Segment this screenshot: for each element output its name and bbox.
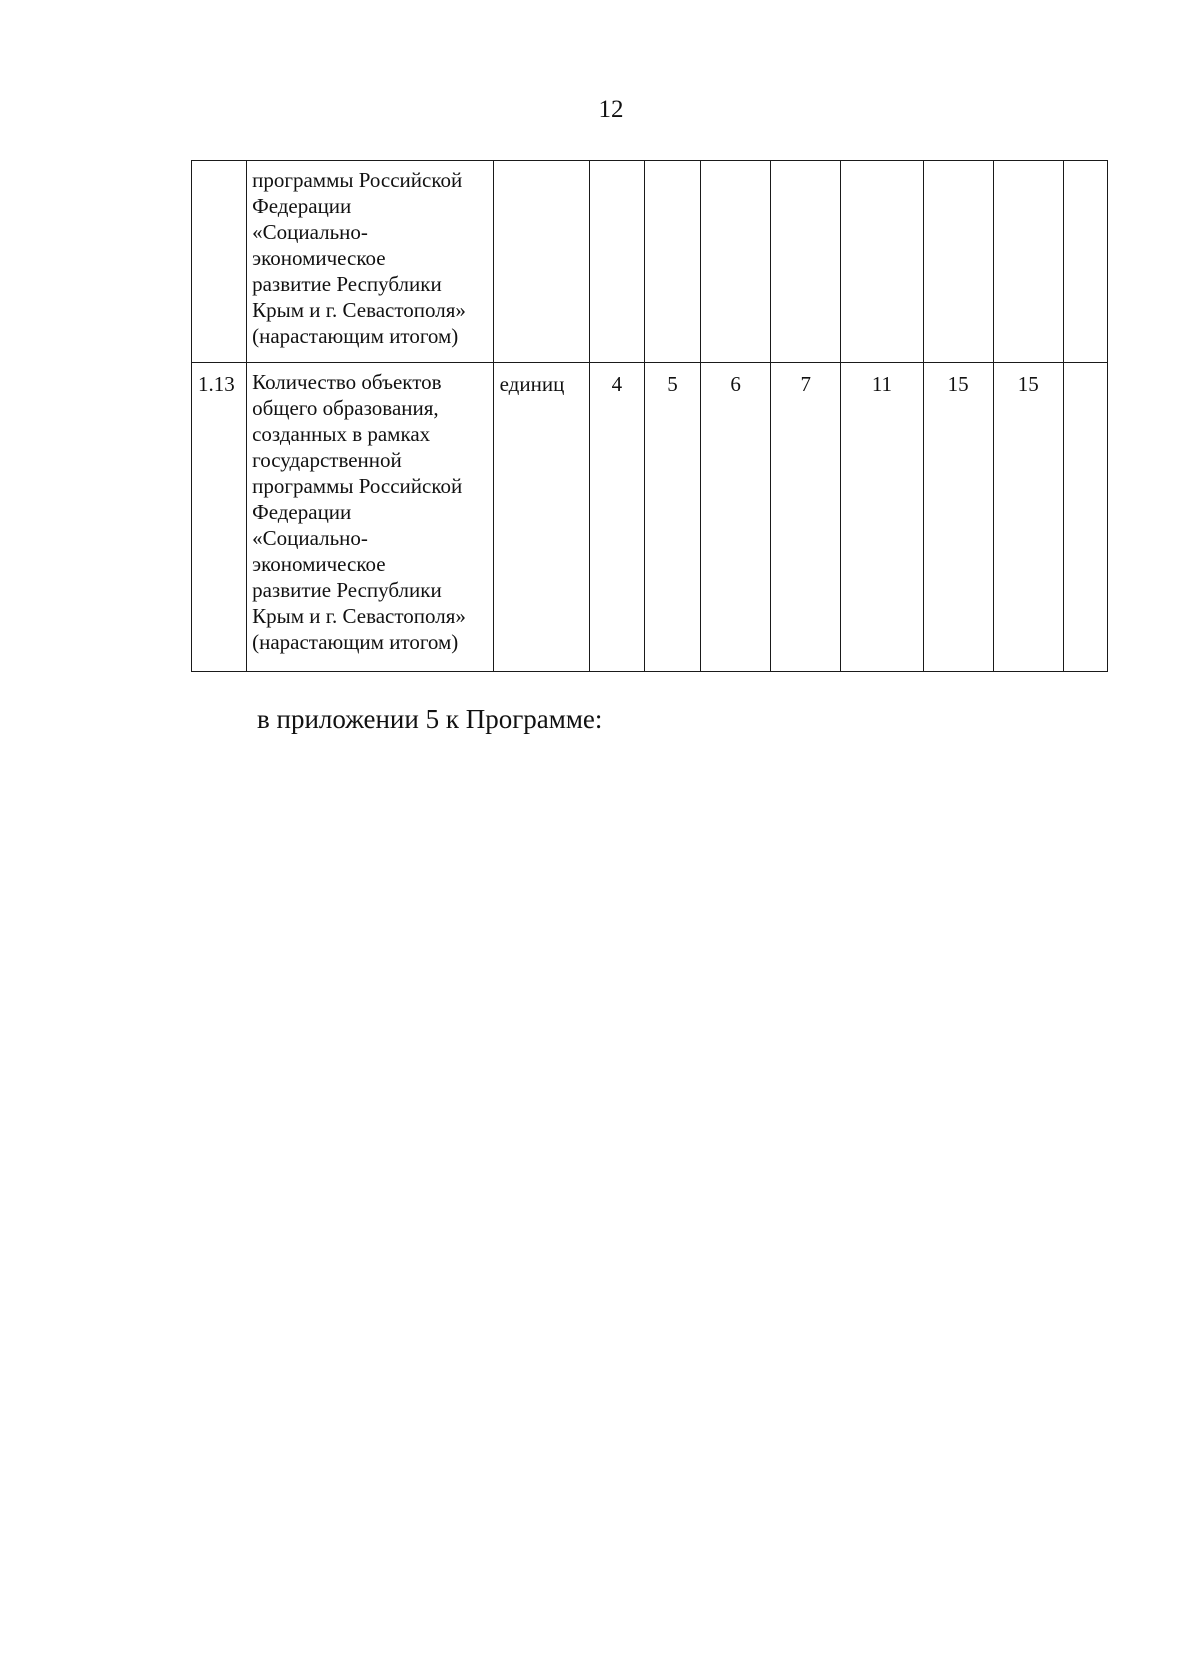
value — [994, 161, 1063, 169]
value-cell — [644, 161, 700, 363]
value-cell — [589, 363, 644, 672]
value-cell — [701, 161, 771, 363]
row-number-cell — [192, 161, 247, 363]
unit — [494, 161, 589, 169]
value: 4 — [611, 372, 623, 396]
row-number — [192, 161, 246, 169]
value-cell — [841, 363, 923, 672]
unit: единиц — [499, 372, 565, 396]
indicator-name: Количество объектов общего образования, созданных в рамках государственной программы Российской Федерации «Социально- экономическое развитие Республики Крым и г. Севастополя» (нарастающим итогом) — [252, 370, 466, 654]
unit-cell — [493, 363, 589, 672]
value-cell — [701, 363, 771, 672]
value-cell — [644, 363, 700, 672]
value: 7 — [800, 372, 812, 396]
value: 5 — [667, 372, 678, 396]
value-cell — [923, 161, 993, 363]
value-cell — [771, 161, 841, 363]
value-cell — [923, 363, 993, 672]
value-cell — [993, 161, 1063, 363]
table-row — [192, 161, 1108, 363]
value: 6 — [730, 372, 741, 396]
indicators-table — [191, 160, 1108, 672]
value-cell — [841, 161, 923, 363]
value — [645, 161, 700, 169]
value — [590, 161, 644, 169]
row-number: 1.13 — [198, 372, 235, 396]
value — [1064, 161, 1107, 169]
indicator-name: программы Российской Федерации «Социально- экономическое развитие Республики Крым и г. Севастополя» (нарастающим итогом) — [252, 168, 466, 348]
closing-text: в приложении 5 к Программе: — [257, 704, 603, 734]
value-cell — [1063, 161, 1107, 363]
value: 15 — [947, 372, 969, 396]
indicator-name-cell — [247, 363, 494, 672]
value-cell — [993, 363, 1063, 672]
value-cell — [771, 363, 841, 672]
row-number-cell — [192, 363, 247, 672]
value — [701, 161, 770, 169]
unit-cell — [493, 161, 589, 363]
value — [1064, 363, 1107, 371]
value — [771, 161, 840, 169]
page-number: 12 — [598, 96, 624, 123]
value: 15 — [1017, 372, 1039, 396]
value — [841, 161, 922, 169]
value: 11 — [871, 372, 893, 396]
value-cell — [1063, 363, 1107, 672]
indicator-name-cell — [247, 161, 494, 363]
value — [924, 161, 993, 169]
value-cell — [589, 161, 644, 363]
table-row — [192, 363, 1108, 672]
